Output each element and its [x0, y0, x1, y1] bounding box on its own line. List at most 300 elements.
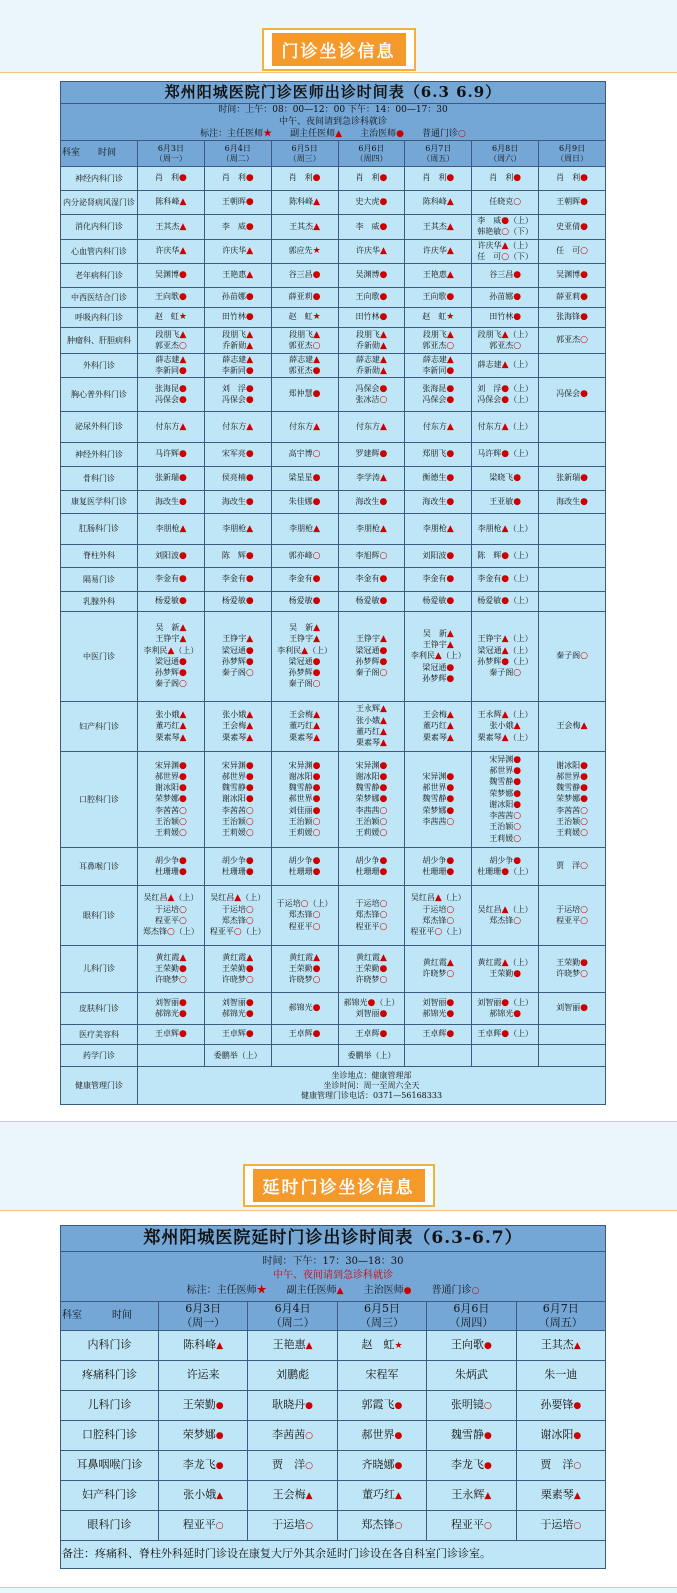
doctor-entry: 郑杰锋○（上）	[142, 927, 199, 938]
schedule-cell	[271, 592, 338, 612]
table-row	[61, 1390, 606, 1420]
extended-table-wrap	[60, 1225, 606, 1569]
rank-marker: ○	[379, 910, 388, 921]
schedule-cell	[204, 752, 271, 848]
doctor-entry: 贾 洋○	[556, 861, 588, 872]
schedule-cell	[337, 1420, 426, 1450]
doctor-entry: 宋异渊●	[422, 771, 455, 782]
doctor-entry: 王荣勤●	[288, 963, 321, 974]
doctor-entry: 黄红霞▲（上）	[477, 958, 533, 969]
department-cell: 神经外科门诊	[61, 443, 138, 467]
doctor-entry: 王向歌●	[355, 292, 388, 303]
doctor-entry: 刘佳丽●	[288, 805, 321, 816]
department-cell: 耳鼻咽喉门诊	[61, 1450, 159, 1480]
schedule-cell	[337, 1510, 426, 1540]
doctor-entry: 段朋飞▲	[289, 329, 321, 340]
doctor-entry: 乔新勋▲	[222, 340, 254, 351]
doctor-entry: 韩艳敏○（下）	[477, 227, 534, 238]
doctor-entry: 张新瑞●	[154, 473, 187, 484]
doctor-entry: 郝锦光●	[221, 1008, 254, 1019]
rank-marker: ●	[446, 173, 455, 184]
rank-marker: ▲	[446, 246, 454, 257]
doctor-entry: 李利民▲（上）	[143, 645, 199, 656]
schedule-cell	[138, 1025, 205, 1045]
rank-marker: ●	[178, 596, 187, 607]
schedule-cell	[338, 467, 405, 491]
schedule-cell	[472, 568, 539, 592]
doctor-entry: 王荣勤●	[556, 958, 588, 969]
rank-marker: ▲	[313, 952, 321, 963]
doctor-entry: 程亚平○	[288, 921, 321, 932]
department-cell: 妇产科门诊	[61, 702, 138, 752]
rank-marker: ○	[178, 679, 187, 690]
rank-marker: ●	[178, 656, 187, 667]
doctor-entry: 胡少争●	[422, 855, 455, 866]
schedule-cell	[405, 1045, 472, 1067]
doctor-entry: 张海昆●	[422, 383, 455, 394]
doctor-entry: 李龙飞●	[182, 1457, 224, 1471]
rank-marker: ●	[379, 197, 388, 208]
schedule-cell	[427, 1510, 516, 1540]
rank-marker: ●	[245, 221, 254, 232]
rank-marker: ▲	[446, 354, 454, 365]
doctor-entry: 吴红昌▲（上）	[410, 893, 466, 904]
rank-marker: ●	[245, 383, 254, 394]
rank-marker: ●	[501, 216, 510, 227]
doctor-entry: 郝世界●	[288, 794, 321, 805]
schedule-cell	[539, 491, 606, 514]
doctor-entry: 付东方▲	[289, 421, 321, 432]
extended-card	[0, 1210, 677, 1588]
doctor-entry: 胡少争●	[355, 855, 388, 866]
rank-marker: ●	[312, 855, 321, 866]
rank-marker: ○	[580, 651, 588, 662]
doctor-entry: 王莉媛○	[221, 828, 254, 839]
schedule-cell	[271, 946, 338, 993]
rank-marker: ▲	[379, 726, 387, 737]
doctor-entry: 李朋枪▲	[355, 523, 387, 534]
rank-marker: ●	[245, 173, 254, 184]
day-header	[248, 1302, 337, 1331]
department-cell: 泌尿外科门诊	[61, 412, 138, 443]
rank-marker: ●	[379, 963, 388, 974]
rank-marker: ○	[305, 1430, 314, 1441]
doctor-entry: 谢冰阳●	[489, 799, 522, 810]
rank-marker: ●	[312, 771, 321, 782]
rank-marker: ○	[379, 816, 388, 827]
schedule-cell	[204, 191, 271, 215]
doctor-entry: 梁星星●	[288, 473, 321, 484]
rank-marker: ●	[379, 449, 388, 460]
doctor-entry: 郭亚杰○	[556, 335, 588, 346]
doctor-entry: 王会梅▲	[222, 721, 254, 732]
doctor-entry: 刘智丽●	[154, 997, 187, 1008]
rank-marker: ▲	[501, 634, 509, 645]
doctor-entry: 王铮宇▲	[355, 634, 387, 645]
rank-marker: ●	[501, 1029, 510, 1040]
rank-marker: ●	[215, 1400, 224, 1411]
section-title-extended	[243, 1164, 435, 1207]
rank-marker: ●	[178, 1029, 187, 1040]
rank-marker: ●	[513, 173, 522, 184]
rank-marker: ●	[379, 771, 388, 782]
rank-marker: ▲	[313, 634, 321, 645]
rank-marker: ●	[245, 596, 254, 607]
doctor-entry: 刘鹏彪	[276, 1368, 310, 1382]
doctor-entry: 吴红昌▲（上）	[210, 893, 266, 904]
schedule-cell	[472, 412, 539, 443]
doctor-entry: 于运培○	[422, 904, 455, 915]
doctor-entry: 谢冰阳●	[154, 783, 187, 794]
doctor-entry: 朱佳娜●	[288, 496, 321, 507]
legend: 标注：主任医师★ 副主任医师▲ 主治医师● 普通门诊○	[200, 129, 466, 140]
doctor-entry: 郑杰锋○	[489, 915, 522, 926]
schedule-cell	[338, 993, 405, 1025]
doctor-entry: 王治颖○	[154, 816, 187, 827]
section-title-text: 门诊坐诊信息	[272, 33, 406, 66]
rank-marker: ●	[446, 1008, 455, 1019]
rank-marker: ○	[178, 975, 187, 986]
schedule-cell	[405, 946, 472, 993]
rank-marker: ▲	[501, 240, 509, 251]
schedule-cell	[472, 612, 539, 702]
schedule-cell	[405, 993, 472, 1025]
schedule-cell	[405, 167, 472, 191]
doctor-entry: 贾 洋○	[540, 1457, 582, 1471]
rank-marker: ▲	[484, 1490, 492, 1501]
rank-marker: ▲	[246, 952, 254, 963]
doctor-entry: 薛亚莉●	[288, 292, 321, 303]
table-row	[61, 612, 606, 702]
rank-marker: ●	[513, 969, 522, 980]
doctor-entry: 宋军亮●	[221, 449, 254, 460]
doctor-entry: 于运培○	[556, 904, 588, 915]
schedule-cell	[204, 993, 271, 1025]
doctor-entry: 秦子阁○	[556, 651, 588, 662]
schedule-cell	[138, 215, 205, 240]
doctor-entry: 黄红霞▲	[422, 958, 454, 969]
rank-marker: ●	[178, 855, 187, 866]
rank-marker: ▲	[167, 645, 175, 656]
rank-marker: ●	[178, 668, 187, 679]
doctor-entry: 海改生●	[556, 496, 588, 507]
rank-marker: ●	[446, 574, 455, 585]
doctor-entry: 李金有●	[221, 574, 254, 585]
doctor-entry: 王永辉▲（上）	[477, 710, 533, 721]
schedule-cell	[271, 264, 338, 288]
doctor-entry: 许晓梦○	[355, 975, 388, 986]
schedule-cell	[337, 1480, 426, 1510]
schedule-cell	[539, 886, 606, 946]
rank-marker: ▲	[446, 721, 454, 732]
schedule-cell	[138, 191, 205, 215]
rank-marker: ○	[312, 816, 321, 827]
doctor-entry: 王向歌●	[422, 292, 455, 303]
schedule-cell	[472, 946, 539, 993]
doctor-entry: 李朋枪▲	[155, 523, 187, 534]
schedule-cell	[138, 568, 205, 592]
doctor-entry: 段朋飞▲（上）	[477, 329, 533, 340]
rank-marker: ○	[245, 975, 254, 986]
doctor-entry: 郝世界●	[154, 771, 187, 782]
rank-marker: ▲	[246, 246, 254, 257]
legend-c: 普通门诊	[422, 129, 459, 140]
rank-marker: ●	[178, 292, 187, 303]
table-row	[61, 288, 606, 308]
rank-marker: ▲	[446, 958, 454, 969]
rank-marker: ●	[245, 760, 254, 771]
rank-marker: ▲	[573, 1340, 581, 1351]
schedule-cell	[472, 215, 539, 240]
doctor-entry: 李茜茜○	[422, 816, 455, 827]
doctor-entry: 许晓梦○	[422, 969, 455, 980]
table-row	[61, 1025, 606, 1045]
rank-marker: ●	[379, 574, 388, 585]
schedule-cell	[516, 1360, 605, 1390]
day-header	[204, 141, 271, 167]
rank-marker: ●	[312, 1003, 321, 1014]
day-date: 6月3日	[157, 143, 185, 153]
doctor-entry: 贾 洋○	[272, 1457, 314, 1471]
schedule-cell	[338, 1025, 405, 1045]
doctor-entry: 李新同●	[422, 365, 455, 376]
schedule-cell	[138, 328, 205, 354]
schedule-cell	[405, 752, 472, 848]
rank-marker: ●	[245, 656, 254, 667]
doctor-entry: 任 可○	[556, 246, 588, 257]
doctor-entry: 马许辉●	[154, 449, 187, 460]
doctor-entry: 郭应先★	[288, 246, 321, 257]
doctor-entry: 王铮宇▲	[155, 634, 187, 645]
legend-label: 标注：主任医师	[186, 1284, 257, 1296]
doctor-entry: 王卓辉●	[154, 1029, 187, 1040]
schedule-cell	[405, 240, 472, 264]
doctor-entry: 郭亚杰●	[288, 365, 321, 376]
doctor-entry: 李茜茜○	[221, 805, 254, 816]
health-line: 坐诊时间：周一至周六全天	[323, 1080, 420, 1090]
table-row	[61, 545, 606, 568]
rank-marker: ●	[513, 1008, 522, 1019]
clinic-card	[0, 72, 677, 1122]
rank-marker: ●	[312, 783, 321, 794]
day-header	[427, 1302, 516, 1331]
doctor-entry: 陈科峰▲	[422, 197, 454, 208]
doctor-entry: 梁冠通●	[154, 656, 187, 667]
rank-marker: ●	[245, 292, 254, 303]
schedule-cell	[405, 467, 472, 491]
rank-marker: ▲	[179, 354, 187, 365]
rank-marker: ●	[580, 473, 588, 484]
department-cell: 脊柱外科	[61, 545, 138, 568]
doctor-entry: 王铮宇▲	[222, 634, 254, 645]
rank-marker: ▲	[379, 365, 387, 376]
rank-marker: ▲	[313, 197, 321, 208]
doctor-entry: 王向歌●	[154, 292, 187, 303]
doctor-entry: 董巧红▲	[422, 721, 454, 732]
doctor-entry: 赵 虹★	[361, 1337, 403, 1351]
days-row	[61, 1302, 606, 1331]
doctor-entry: 郭霞飞●	[361, 1397, 403, 1411]
rank-marker: ●	[312, 866, 321, 877]
rank-marker: ▲	[179, 952, 187, 963]
rank-marker: ●	[312, 173, 321, 184]
rank-marker: ●	[178, 997, 187, 1008]
rank-marker: ●	[215, 1430, 224, 1441]
doctor-entry: 吴红昌▲（上）	[477, 904, 533, 915]
rank-marker: ○	[513, 915, 522, 926]
department-cell: 乳腺外科	[61, 592, 138, 612]
day-weekday: （周五）	[422, 153, 455, 163]
rank-marker: ●	[379, 596, 388, 607]
doctor-entry: 李茜茜○	[154, 805, 187, 816]
rank-marker: ○	[446, 969, 455, 980]
doctor-entry: 刘智丽●（上）	[477, 997, 534, 1008]
doctor-entry: 田竹林●	[221, 312, 254, 323]
rank-marker: ●	[245, 771, 254, 782]
rank-marker: ●	[178, 449, 187, 460]
rank-marker: ▲	[305, 1340, 313, 1351]
rank-marker: ○	[312, 975, 321, 986]
rank-marker: ▲	[395, 1490, 402, 1501]
doctor-entry: 薛志建▲	[355, 354, 387, 365]
rank-marker: ●	[446, 1029, 455, 1040]
rank-marker: ▲	[446, 329, 454, 340]
schedule-cell	[472, 264, 539, 288]
doctor-entry: 薛志建▲	[289, 354, 321, 365]
schedule-cell	[539, 568, 606, 592]
extended-schedule-table	[60, 1225, 606, 1569]
schedule-cell	[204, 946, 271, 993]
schedule-cell	[539, 288, 606, 308]
rank-marker: ▲	[179, 721, 187, 732]
schedule-cell	[472, 328, 539, 354]
rank-marker: ●	[483, 1460, 492, 1471]
health-info	[138, 1067, 606, 1105]
schedule-cell	[204, 328, 271, 354]
doctor-entry: 吴渊博●	[154, 270, 187, 281]
schedule-cell	[338, 215, 405, 240]
notice: 中午、夜间请到急诊科就诊	[278, 117, 387, 128]
schedule-cell	[472, 886, 539, 946]
rank-marker: ○	[166, 927, 175, 938]
schedule-cell	[338, 288, 405, 308]
doctor-entry: 史亚倩●	[556, 221, 588, 232]
doctor-entry: 李学涛▲	[355, 473, 387, 484]
schedule-cell	[539, 412, 606, 443]
doctor-entry: 陈科峰▲	[155, 197, 187, 208]
rank-marker: ▲	[446, 732, 454, 743]
rank-marker: ▲	[501, 523, 509, 534]
schedule-cell	[539, 592, 606, 612]
doctor-entry: 谢冰阳●	[221, 794, 254, 805]
rank-marker: ●	[513, 473, 522, 484]
doctor-entry: 吴红昌▲（上）	[143, 893, 199, 904]
schedule-cell	[472, 993, 539, 1025]
rank-marker: ●	[245, 312, 254, 323]
rank-marker: ○	[178, 904, 187, 915]
doctor-entry: 王卓辉●	[422, 1029, 455, 1040]
rank-marker: ●	[580, 389, 588, 400]
doctor-entry: 郑杰锋○	[422, 915, 455, 926]
schedule-cell	[427, 1450, 516, 1480]
doctor-entry: 郭亚杰○	[422, 340, 455, 351]
schedule-cell	[427, 1420, 516, 1450]
rank-marker: ●	[446, 365, 455, 376]
rank-marker: ○	[379, 805, 388, 816]
schedule-cell	[271, 215, 338, 240]
rank-marker: ●	[446, 805, 455, 816]
rank-marker: ★	[312, 312, 321, 323]
table-row	[61, 592, 606, 612]
day-date: 6月9日	[558, 143, 586, 153]
doctor-entry: 许庆华▲（上）	[477, 240, 533, 251]
schedule-cell	[204, 288, 271, 308]
doctor-entry: 董巧红▲	[155, 721, 187, 732]
rank-marker: ●	[501, 866, 510, 877]
doctor-entry: 魏雪静●	[355, 783, 388, 794]
doctor-entry: 董巧红▲	[289, 721, 321, 732]
schedule-cell	[138, 886, 205, 946]
rank-marker: ▲	[313, 721, 321, 732]
doctor-entry: 谷三昌●	[489, 270, 522, 281]
doctor-entry: 刘阳波●	[422, 550, 455, 561]
doctor-entry: 乔新勋▲	[355, 340, 387, 351]
doctor-entry: 栗素琴▲	[540, 1487, 581, 1501]
doctor-entry: 张小娥▲	[222, 710, 254, 721]
day-weekday: （周三）	[359, 1315, 404, 1329]
doctor-entry: 王会梅▲	[289, 710, 321, 721]
rank-marker: ●	[379, 645, 388, 656]
doctor-entry: 郝世界●	[556, 771, 588, 782]
doctor-entry: 孙苗娜●	[221, 292, 254, 303]
rank-marker: ○	[379, 668, 388, 679]
doctor-entry: 秦子阁○	[489, 668, 522, 679]
rank-marker: ○	[580, 246, 588, 257]
doctor-entry: 郝世界●	[221, 771, 254, 782]
doctor-entry: 胡少争●	[288, 855, 321, 866]
doctor-entry: 段朋飞▲	[155, 329, 187, 340]
doctor-entry: 梁冠通●	[355, 645, 388, 656]
doctor-entry: 张海锋●	[556, 312, 588, 323]
rank-marker: ▲	[313, 221, 321, 232]
doctor-entry: 李茜茜○	[272, 1427, 314, 1441]
schedule-cell	[405, 592, 472, 612]
rank-marker: ○	[379, 828, 388, 839]
doctor-entry: 薛志建▲（上）	[477, 360, 533, 371]
doctor-entry: 郝锦光●（上）	[343, 997, 400, 1008]
rank-marker: ▲	[379, 246, 387, 257]
table-info	[61, 104, 606, 141]
rank-marker: ▲	[379, 421, 387, 432]
schedule-cell	[271, 848, 338, 886]
rank-marker: ●	[446, 866, 455, 877]
schedule-cell	[539, 215, 606, 240]
schedule-cell	[338, 328, 405, 354]
doctor-entry: 张冰洁○	[355, 394, 388, 405]
doctor-entry: 王治颖○	[221, 816, 254, 827]
doctor-entry: 栗素琴▲	[289, 732, 321, 743]
schedule-cell	[204, 167, 271, 191]
rank-marker: ●	[580, 771, 588, 782]
doctor-entry: 肖 利●	[355, 173, 388, 184]
schedule-cell	[472, 702, 539, 752]
schedule-cell	[539, 514, 606, 545]
schedule-cell	[539, 443, 606, 467]
doctor-entry: 高宇博○	[288, 449, 321, 460]
rank-marker: ▲	[246, 721, 254, 732]
rank-marker: ●	[501, 383, 510, 394]
rank-marker: ●	[513, 766, 522, 777]
